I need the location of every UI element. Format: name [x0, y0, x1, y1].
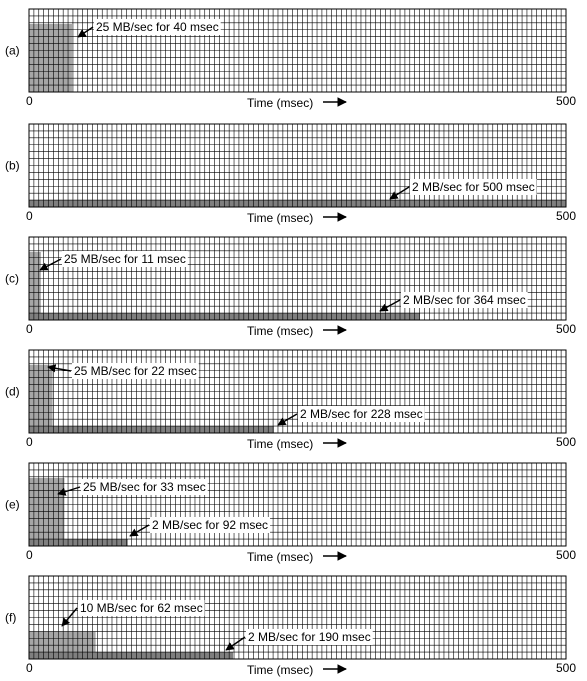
- x-min-label: 0: [26, 661, 33, 675]
- panel-a: [5, 9, 576, 110]
- stream-annotation: 2 MB/sec for 190 msec: [248, 630, 371, 644]
- x-min-label: 0: [26, 94, 33, 108]
- x-axis-title: Time (msec): [247, 550, 314, 564]
- panel-label: (b): [5, 158, 20, 173]
- stream-annotation: 2 MB/sec for 92 msec: [152, 518, 269, 532]
- burst-bar: [29, 478, 64, 546]
- burst-annotation: 25 MB/sec for 40 msec: [96, 20, 219, 34]
- x-max-label: 500: [556, 435, 577, 449]
- x-min-label: 0: [26, 435, 33, 449]
- stream-bar: [29, 652, 233, 659]
- panel-label: (e): [5, 497, 20, 512]
- x-max-label: 500: [556, 209, 577, 223]
- x-max-label: 500: [556, 94, 577, 108]
- x-axis-title: Time (msec): [247, 663, 314, 677]
- x-max-label: 500: [556, 322, 577, 336]
- panel-c: [5, 237, 576, 338]
- x-axis-title: Time (msec): [247, 96, 314, 110]
- x-min-label: 0: [26, 209, 33, 223]
- burst-annotation: 10 MB/sec for 62 msec: [80, 601, 203, 615]
- stream-bar: [29, 426, 274, 433]
- panel-f: [5, 576, 576, 677]
- burst-annotation: 25 MB/sec for 22 msec: [74, 364, 197, 378]
- x-min-label: 0: [26, 322, 33, 336]
- x-axis-title: Time (msec): [247, 437, 314, 451]
- stream-annotation: 2 MB/sec for 364 msec: [403, 293, 526, 307]
- panel-label: (a): [5, 43, 20, 58]
- x-max-label: 500: [556, 548, 577, 562]
- burst-annotation: 25 MB/sec for 11 msec: [64, 252, 186, 266]
- burst-bar: [29, 365, 53, 433]
- stream-annotation: 2 MB/sec for 228 msec: [300, 407, 423, 421]
- panel-label: (f): [5, 610, 17, 625]
- panel-d: [5, 350, 576, 451]
- panel-b: [5, 124, 576, 225]
- panel-label: (d): [5, 384, 20, 399]
- panel-label: (c): [5, 271, 19, 286]
- x-axis-title: Time (msec): [247, 324, 314, 338]
- burst-annotation: 25 MB/sec for 33 msec: [83, 480, 206, 494]
- x-min-label: 0: [26, 548, 33, 562]
- x-axis-title: Time (msec): [247, 211, 314, 225]
- stream-annotation: 2 MB/sec for 500 msec: [412, 180, 535, 194]
- panel-e: [5, 463, 576, 564]
- burst-bar: [29, 24, 72, 92]
- x-max-label: 500: [556, 661, 577, 675]
